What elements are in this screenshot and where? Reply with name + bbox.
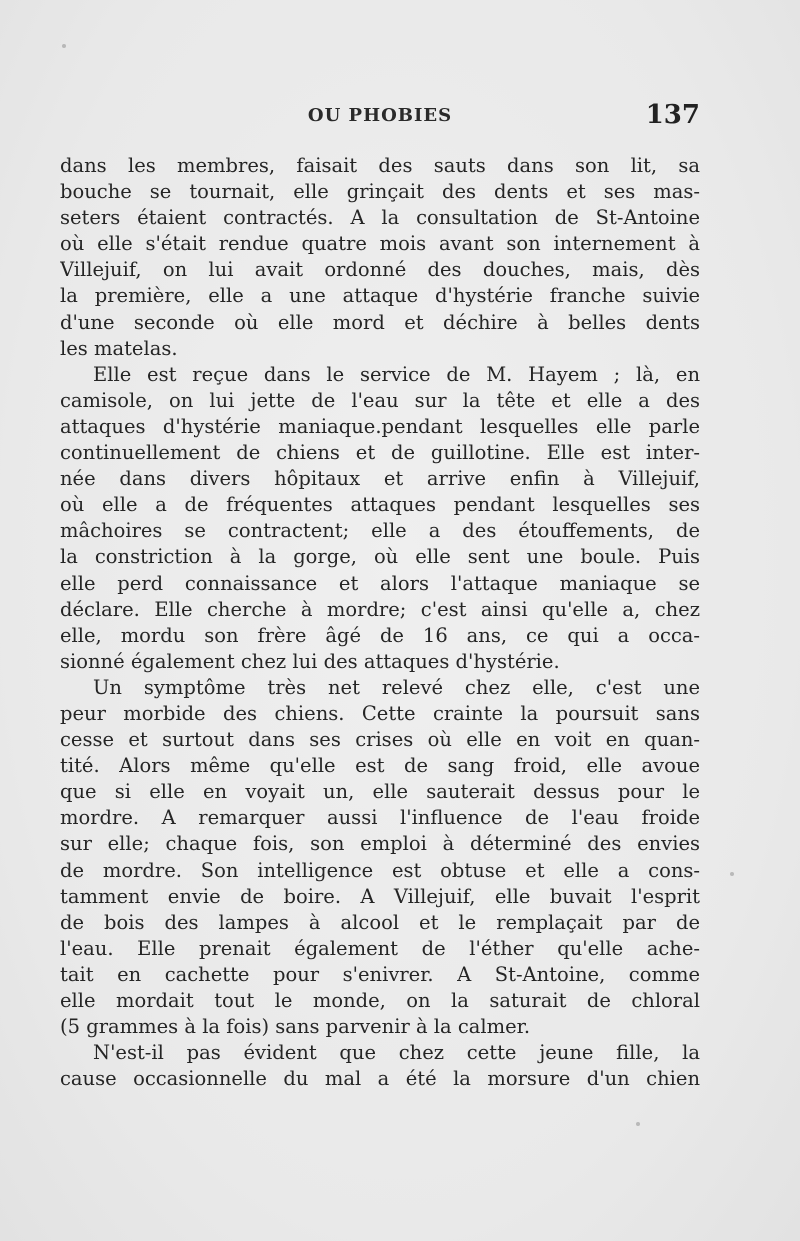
text-line: bouche se tournait, elle grinçait des dents et ses mas- (60, 180, 700, 204)
text-line: cause occasionnelle du mal a été la morsure d'un chien (60, 1067, 700, 1091)
running-title: OU PHOBIES (307, 105, 453, 126)
text-line: continuellement de chiens et de guillotine. Elle est inter- (60, 441, 700, 465)
text-line: Un symptôme très net relevé chez elle, c'est une (93, 675, 700, 699)
paper-speck (730, 872, 734, 876)
running-head (60, 100, 700, 132)
text-line: que si elle en voyait un, elle sauterait dessus pour le (60, 780, 700, 804)
text-line: la première, elle a une attaque d'hystérie franche suivie (60, 284, 700, 308)
text-line: sionné également chez lui des attaques d'hystérie. (60, 649, 560, 673)
text-line: d'une seconde où elle mord et déchire à belles dents (60, 310, 700, 334)
text-line: où elle a de fréquentes attaques pendant lesquelles ses (60, 493, 700, 517)
text-line: peur morbide des chiens. Cette crainte la poursuit sans (60, 701, 700, 725)
text-line: tamment envie de boire. A Villejuif, elle buvait l'esprit (60, 884, 700, 908)
text-line: où elle s'était rendue quatre mois avant son internement à (60, 232, 700, 256)
text-line: les matelas. (60, 336, 178, 360)
text-line: mâchoires se contractent; elle a des étouffements, de (60, 519, 700, 543)
text-line: Villejuif, on lui avait ordonné des douches, mais, dès (60, 258, 700, 282)
text-line: attaques d'hystérie maniaque.pendant lesquelles elle parle (60, 414, 700, 438)
text-line: de mordre. Son intelligence est obtuse et elle a cons- (60, 858, 700, 882)
text-line: sur elle; chaque fois, son emploi à déterminé des envies (60, 832, 700, 856)
body-text (60, 153, 700, 1092)
text-line: déclare. Elle cherche à mordre; c'est ainsi qu'elle a, chez (60, 597, 700, 621)
text-line: de bois des lampes à alcool et le remplaçait par de (60, 910, 700, 934)
text-line: camisole, on lui jette de l'eau sur la tête et elle a des (60, 388, 700, 412)
text-line: mordre. A remarquer aussi l'influence de l'eau froide (60, 806, 700, 830)
text-line: (5 grammes à la fois) sans parvenir à la calmer. (60, 1015, 531, 1039)
text-line: Elle est reçue dans le service de M. Hayem ; là, en (93, 362, 700, 386)
text-line: cesse et surtout dans ses crises où elle en voit en quan- (60, 728, 700, 752)
text-line: la constriction à la gorge, où elle sent une boule. Puis (60, 545, 700, 569)
text-line: elle mordait tout le monde, on la saturait de chloral (60, 989, 700, 1012)
text-line: elle, mordu son frère âgé de 16 ans, ce qui a occa- (60, 623, 700, 647)
text-line: née dans divers hôpitaux et arrive enfin à Villejuif, (60, 467, 700, 491)
paper-speck (62, 44, 66, 48)
text-line: N'est-il pas évident que chez cette jeune fille, la (93, 1041, 700, 1065)
text-line: l'eau. Elle prenait également de l'éther qu'elle ache- (60, 936, 700, 960)
paper-speck (636, 1122, 640, 1126)
text-line: dans les membres, faisait des sauts dans son lit, sa (60, 154, 700, 177)
text-line: elle perd connaissance et alors l'attaque maniaque se (60, 571, 700, 595)
text-line: tait en cachette pour s'enivrer. A St-Antoine, comme (60, 962, 700, 986)
text-line: tité. Alors même qu'elle est de sang froid, elle avoue (60, 754, 700, 778)
page-number: 137 (645, 100, 700, 130)
text-line: seters étaient contractés. A la consultation de St-Antoine (60, 206, 700, 230)
